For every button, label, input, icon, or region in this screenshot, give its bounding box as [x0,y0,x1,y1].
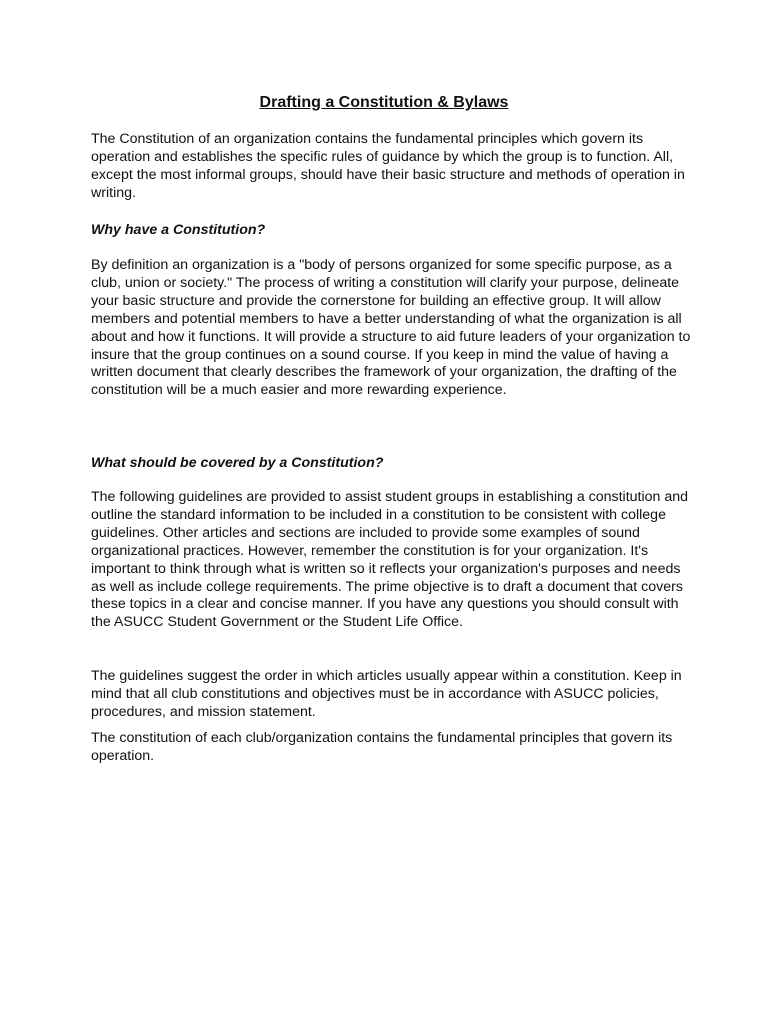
closing-paragraph: The constitution of each club/organization contains the fundamental principles that govern its operation. [91,730,673,764]
intro-paragraph: The Constitution of an organization contains the fundamental principles which govern its operation and establishes the specific rules of guidance by which the group is to function. All, except the most informal groups, should have their basic structure and methods of operation in writing. [91,131,685,201]
order-paragraph: The guidelines suggest the order in which articles usually appear within a constitution. Keep in mind that all club constitutions and objectives must be in accordance with ASUCC policies, procedures, and mission statement. [91,668,682,720]
guidelines-paragraph: The following guidelines are provided to assist student groups in establishing a constitution and outline the standard information to be included in a constitution to be consistent with college guidelines. Other articles and sections are included to provide some examples of sound organizational practices. However, remember the constitution is for your organization. It's important to think through what is written so it reflects your organization's purposes and needs as well as include college requirements. The prime objective is to draft a document that covers these topics in a clear and concise manner. If you have any questions you should consult with the ASUCC Student Government or the Student Life Office. [91,489,689,631]
section-heading-why: Why have a Constitution? [91,222,266,238]
document-title: Drafting a Constitution & Bylaws [259,94,509,111]
section-heading-what: What should be covered by a Constitution? [91,455,384,471]
why-paragraph: By definition an organization is a "body of persons organized for some specific purpose, as a club, union or society." The process of writing a constitution will clarify your purpose, delineate your basic structure and provide the cornerstone for building an effective group. It will allow members and potential members to have a better understanding of what the organization is all about and how it functions. It will provide a structure to aid future leaders of your organization to insure that the group continues on a sound course. If you keep in mind the value of having a written document that clearly describes the framework of your organization, the drafting of the constitution will be a much easier and more rewarding experience. [91,257,691,399]
